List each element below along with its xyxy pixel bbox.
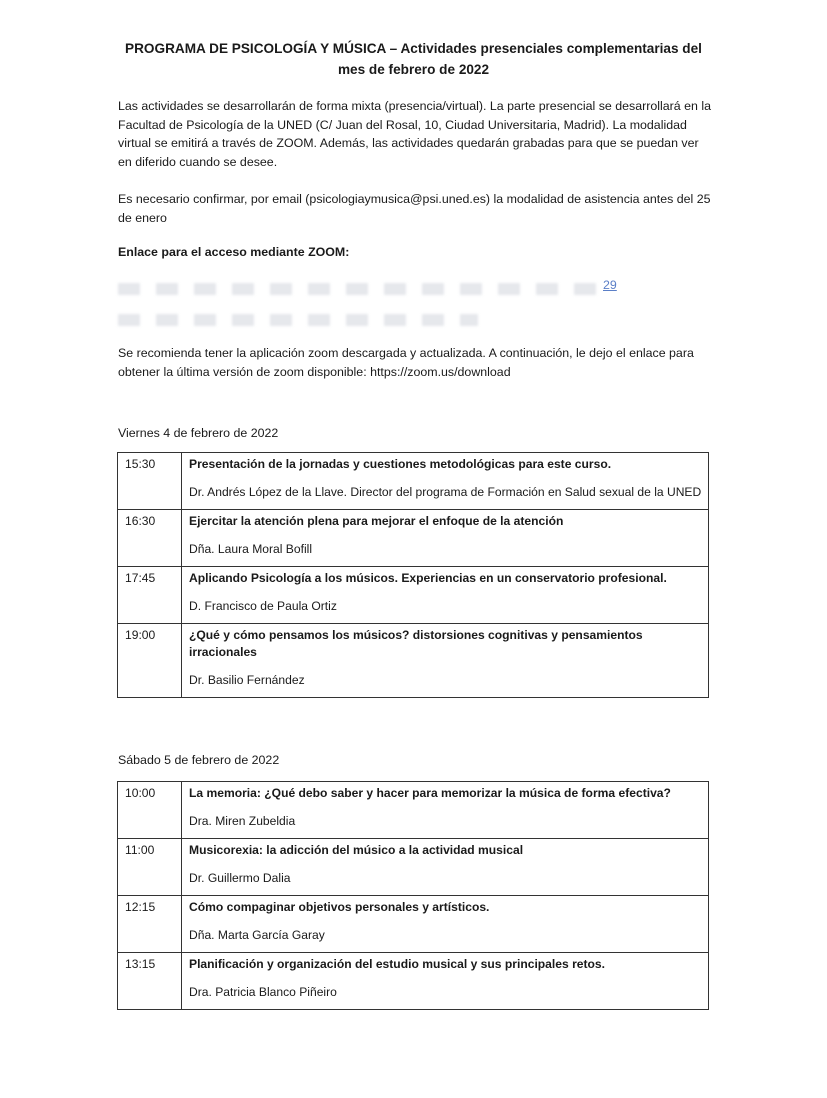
day-label-friday: Viernes 4 de febrero de 2022 bbox=[118, 426, 279, 440]
day-label-saturday: Sábado 5 de febrero de 2022 bbox=[118, 753, 280, 767]
session-time: 17:45 bbox=[118, 567, 182, 624]
session-time: 19:00 bbox=[118, 624, 182, 698]
schedule-table-friday bbox=[117, 452, 709, 698]
schedule-row bbox=[118, 953, 709, 1010]
session-cell bbox=[182, 896, 709, 953]
session-title: La memoria: ¿Qué debo saber y hacer para memorizar la música de forma efectiva? bbox=[189, 786, 671, 800]
redacted-zoom-link-2 bbox=[118, 314, 478, 326]
session-title: Ejercitar la atención plena para mejorar el enfoque de la atención bbox=[189, 514, 564, 528]
session-speaker: Dra. Patricia Blanco Piñeiro bbox=[189, 985, 337, 999]
schedule-row bbox=[118, 896, 709, 953]
session-time: 10:00 bbox=[118, 782, 182, 839]
session-title: Presentación de la jornadas y cuestiones metodológicas para este curso. bbox=[189, 457, 612, 471]
session-time: 13:15 bbox=[118, 953, 182, 1010]
session-cell bbox=[182, 453, 709, 510]
intro-paragraph: Las actividades se desarrollarán de forma mixta (presencia/virtual). La parte presencial se desarrollará en la Facultad de Psicología de la UNED (C/ Juan del Rosal, 10, Ciudad Universitaria, Madrid). La modalidad virtual se emitirá a través de ZOOM. Además, las actividades quedarán grabadas para que se puedan ver en diferido cuando se desee. bbox=[118, 99, 711, 169]
session-cell bbox=[182, 839, 709, 896]
session-title: ¿Qué y cómo pensamos los músicos? distorsiones cognitivas y pensamientos irracionales bbox=[189, 628, 643, 659]
session-speaker: Dr. Basilio Fernández bbox=[189, 673, 305, 687]
session-title: Aplicando Psicología a los músicos. Experiencias en un conservatorio profesional. bbox=[189, 571, 667, 585]
session-cell bbox=[182, 510, 709, 567]
session-speaker: Dña. Marta García Garay bbox=[189, 928, 325, 942]
session-speaker: Dr. Guillermo Dalia bbox=[189, 871, 291, 885]
session-speaker: Dña. Laura Moral Bofill bbox=[189, 542, 313, 556]
session-title: Cómo compaginar objetivos personales y artísticos. bbox=[189, 900, 490, 914]
schedule-row bbox=[118, 567, 709, 624]
schedule-row bbox=[118, 510, 709, 567]
zoom-heading: Enlace para el acceso mediante ZOOM: bbox=[118, 245, 350, 259]
session-cell bbox=[182, 624, 709, 698]
session-cell bbox=[182, 953, 709, 1010]
zoom-note-paragraph: Se recomienda tener la aplicación zoom descargada y actualizada. A continuación, le dejo el enlace para obtener la última versión de zoom disponible: https://zoom.us/download bbox=[118, 346, 694, 379]
schedule-row bbox=[118, 782, 709, 839]
session-speaker: Dr. Andrés López de la Llave. Director del programa de Formación en Salud sexual de la UNED bbox=[189, 485, 702, 499]
title-line-1: PROGRAMA DE PSICOLOGÍA Y MÚSICA – Actividades presenciales complementarias del bbox=[125, 41, 702, 56]
session-time: 11:00 bbox=[118, 839, 182, 896]
session-time: 15:30 bbox=[118, 453, 182, 510]
schedule-table-saturday bbox=[117, 781, 709, 1010]
redacted-zoom-link-1 bbox=[118, 283, 598, 295]
session-time: 12:15 bbox=[118, 896, 182, 953]
zoom-link-fragment[interactable]: 29 bbox=[603, 278, 617, 292]
session-speaker: Dra. Miren Zubeldia bbox=[189, 814, 296, 828]
session-title: Musicorexia: la adicción del músico a la actividad musical bbox=[189, 843, 524, 857]
session-speaker: D. Francisco de Paula Ortiz bbox=[189, 599, 337, 613]
schedule-row bbox=[118, 839, 709, 896]
session-time: 16:30 bbox=[118, 510, 182, 567]
document-title bbox=[100, 38, 727, 80]
confirm-paragraph: Es necesario confirmar, por email (psicologiaymusica@psi.uned.es) la modalidad de asistencia antes del 25 de enero bbox=[118, 192, 711, 225]
session-title: Planificación y organización del estudio musical y sus principales retos. bbox=[189, 957, 606, 971]
session-cell bbox=[182, 567, 709, 624]
session-cell bbox=[182, 782, 709, 839]
schedule-row bbox=[118, 453, 709, 510]
title-line-2: mes de febrero de 2022 bbox=[337, 62, 490, 77]
schedule-row bbox=[118, 624, 709, 698]
